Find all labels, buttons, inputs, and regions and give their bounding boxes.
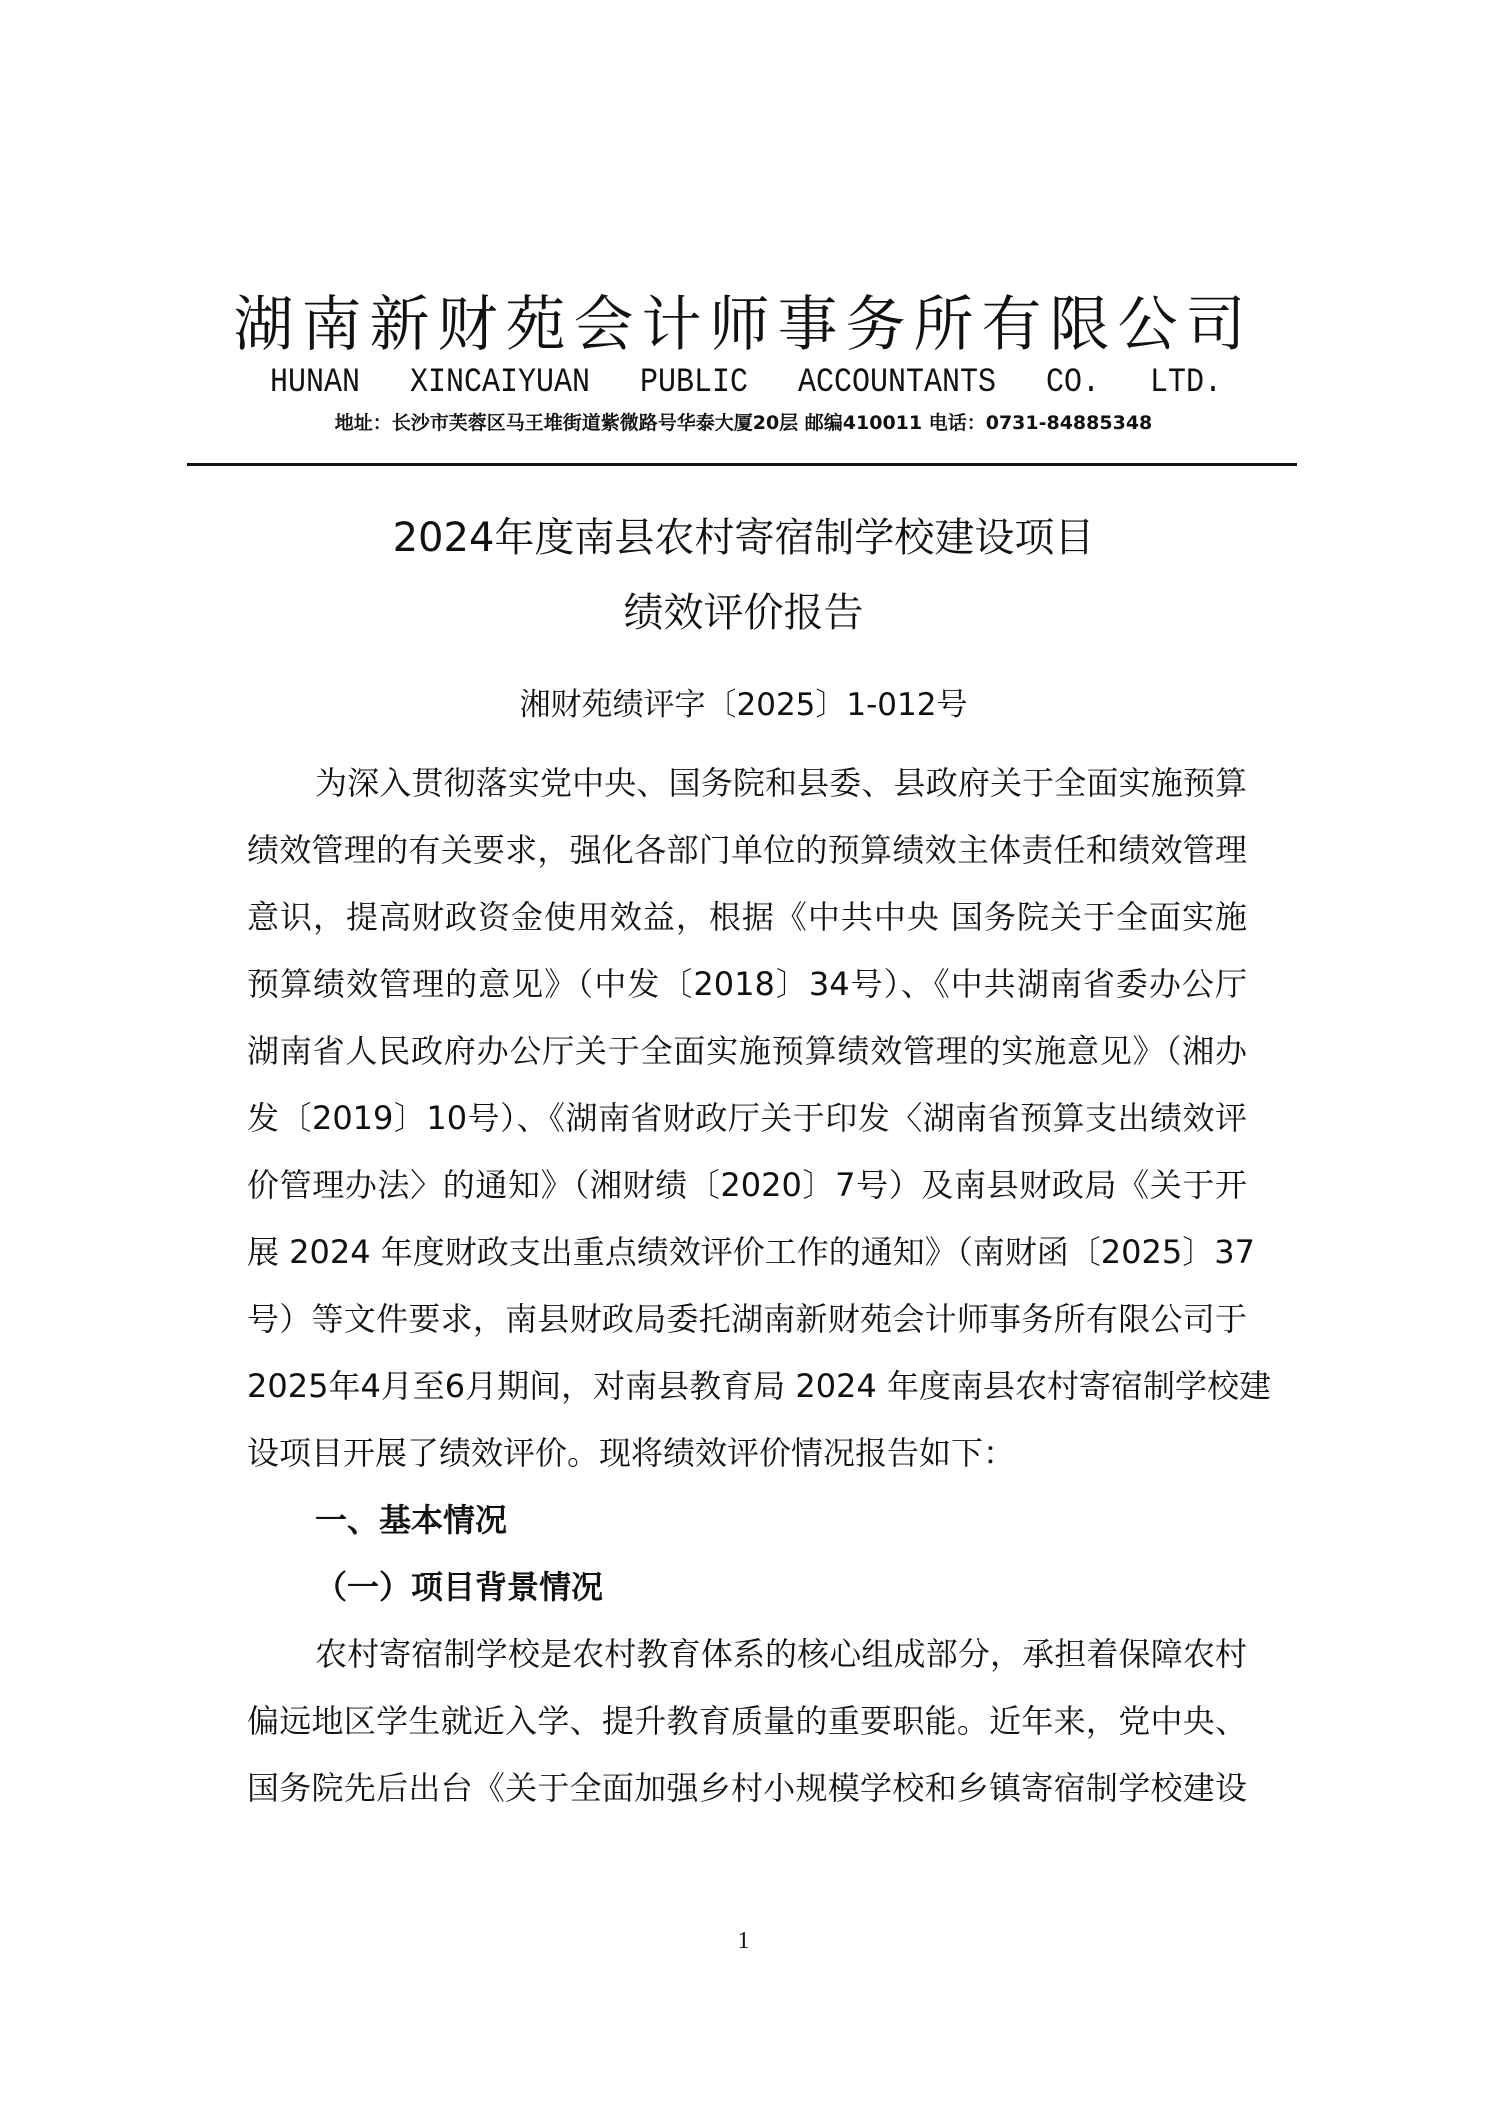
english-word: XINCAIYUAN — [409, 363, 591, 403]
background-line: 农村寄宿制学校是农村教育体系的核心组成部分，承担着保障农村 — [315, 1635, 1247, 1673]
intro-line: 绩效管理的有关要求，强化各部门单位的预算绩效主体责任和绩效管理 — [247, 831, 1247, 869]
intro-line: 预算绩效管理的意见》（中发〔2018〕34号）、《中共湖南省委办公厅 — [247, 965, 1247, 1003]
report-body — [247, 750, 1271, 1822]
report-title-line-1: 2024年度南县农村寄宿制学校建设项目 — [392, 515, 1095, 561]
report-title-line-2: 绩效评价报告 — [623, 590, 864, 636]
intro-line: 2025年4月至6月期间，对南县教育局 2024 年度南县农村寄宿制学校建 — [247, 1367, 1271, 1405]
intro-line: 价管理办法〉的通知》（湘财绩〔2020〕7号）及南县财政局《关于开 — [247, 1166, 1247, 1204]
english-word: LTD. — [1149, 363, 1222, 403]
english-word: CO. — [1046, 363, 1101, 403]
intro-line: 号）等文件要求，南县财政局委托湖南新财苑会计师事务所有限公司于 — [247, 1300, 1247, 1338]
section-heading: 一、基本情况 — [315, 1501, 508, 1539]
document-number: 湘财苑绩评字〔2025〕1-012号 — [519, 687, 968, 723]
intro-line: 意识，提高财政资金使用效益，根据《中共中央 国务院关于全面实施 — [247, 898, 1247, 936]
english-word: PUBLIC — [639, 363, 749, 403]
company-english-name — [270, 362, 1222, 403]
intro-line: 发〔2019〕10号）、《湖南省财政厅关于印发〈湖南省预算支出绩效评 — [247, 1099, 1247, 1137]
intro-line: 展 2024 年度财政支出重点绩效评价工作的通知》（南财函〔2025〕37 — [247, 1233, 1255, 1271]
company-address: 地址：长沙市芙蓉区马王堆街道紫微路号华泰大厦20层 邮编410011 电话：0731-84885348 — [334, 412, 1153, 434]
english-word: HUNAN — [270, 363, 361, 403]
company-name: 湖南新财苑会计师事务所有限公司 — [233, 290, 1254, 360]
intro-line: 为深入贯彻落实党中央、国务院和县委、县政府关于全面实施预算 — [315, 764, 1247, 802]
english-word: ACCOUNTANTS — [797, 363, 997, 403]
background-line: 偏远地区学生就近入学、提升教育质量的重要职能。近年来，党中央、 — [247, 1702, 1247, 1740]
letterhead-divider — [187, 463, 1297, 466]
page-number: 1 — [737, 1928, 750, 1954]
intro-line: 湖南省人民政府办公厅关于全面实施预算绩效管理的实施意见》（湘办 — [247, 1032, 1247, 1070]
background-line: 国务院先后出台《关于全面加强乡村小规模学校和乡镇寄宿制学校建设 — [247, 1769, 1247, 1807]
subsection-heading: （一）项目背景情况 — [315, 1568, 604, 1606]
intro-line: 设项目开展了绩效评价。现将绩效评价情况报告如下： — [247, 1434, 1016, 1472]
